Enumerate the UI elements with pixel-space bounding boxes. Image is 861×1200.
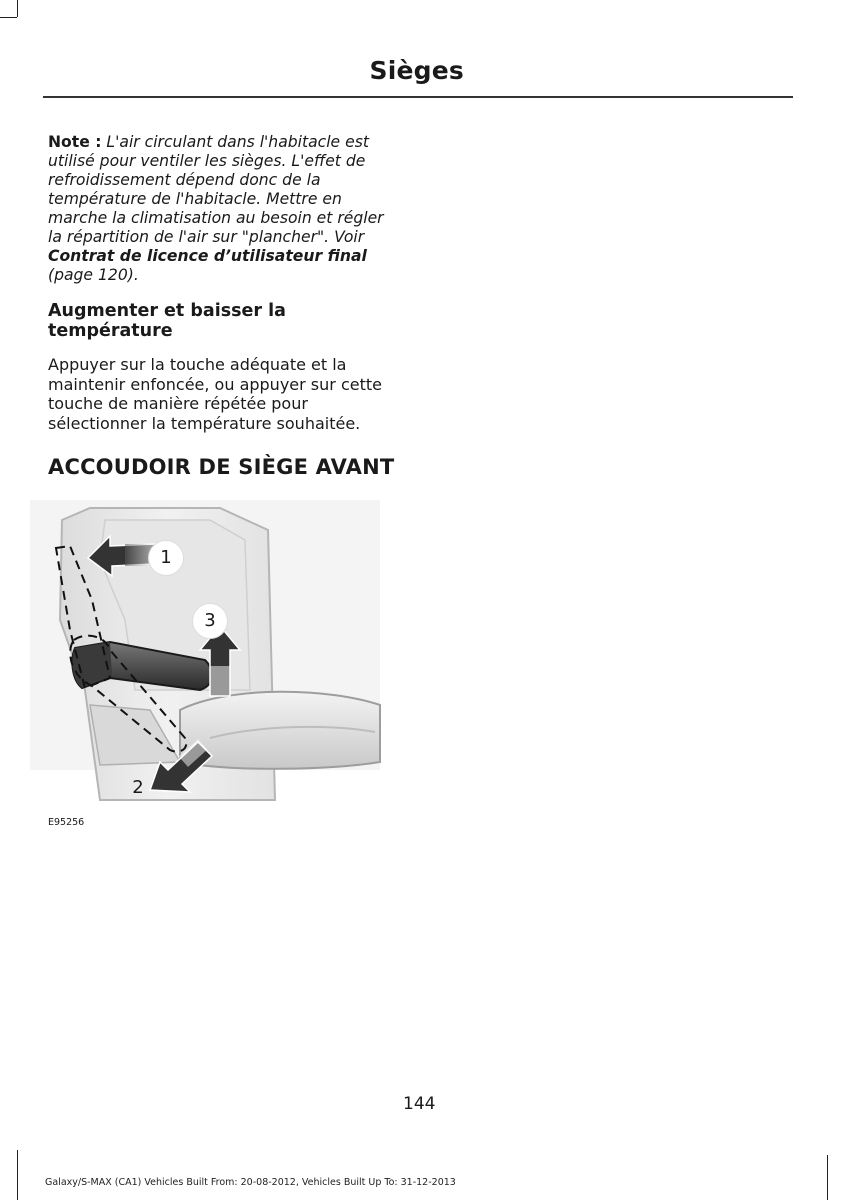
footer-text: Galaxy/S-MAX (CA1) Vehicles Built From: 20-08-2012, Vehicles Built Up To: 31-12-2013 (45, 1177, 456, 1188)
note-block (48, 133, 400, 285)
callout-2: 2 (132, 777, 144, 798)
crop-mark (17, 1150, 18, 1200)
armrest-heading: ACCOUDOIR DE SIÈGE AVANT (48, 455, 395, 479)
license-link[interactable]: Contrat de licence d’utilisateur final (48, 247, 367, 265)
temperature-body: Appuyer sur la touche adéquate et la maintenir enfoncée, ou appuyer sur cette touche de manière répétée pour sélectionner la température souhaitée. (48, 355, 382, 433)
page-number: 144 (403, 1094, 436, 1114)
temperature-heading: Augmenter et baisser la température (48, 301, 286, 341)
seat-illustration (30, 500, 400, 810)
header-divider (43, 96, 793, 98)
callout-3: 3 (192, 603, 228, 639)
note-label: Note : (48, 133, 102, 151)
crop-mark (827, 1155, 828, 1200)
crop-mark (17, 0, 18, 17)
page-title: Sièges (369, 56, 464, 85)
crop-mark (0, 17, 17, 18)
figure-code: E95256 (48, 817, 85, 828)
armrest-figure (30, 500, 400, 810)
page-reference: (page 120). (48, 266, 139, 284)
note-text: L'air circulant dans l'habitacle est utilisé pour ventiler les sièges. L'effet de refroidissement dépend donc de la température de l'habitacle. Mettre en marche la climatisation au besoin et régler la répartition de l'air sur "plancher". Voir (48, 133, 384, 246)
callout-1: 1 (148, 540, 184, 576)
